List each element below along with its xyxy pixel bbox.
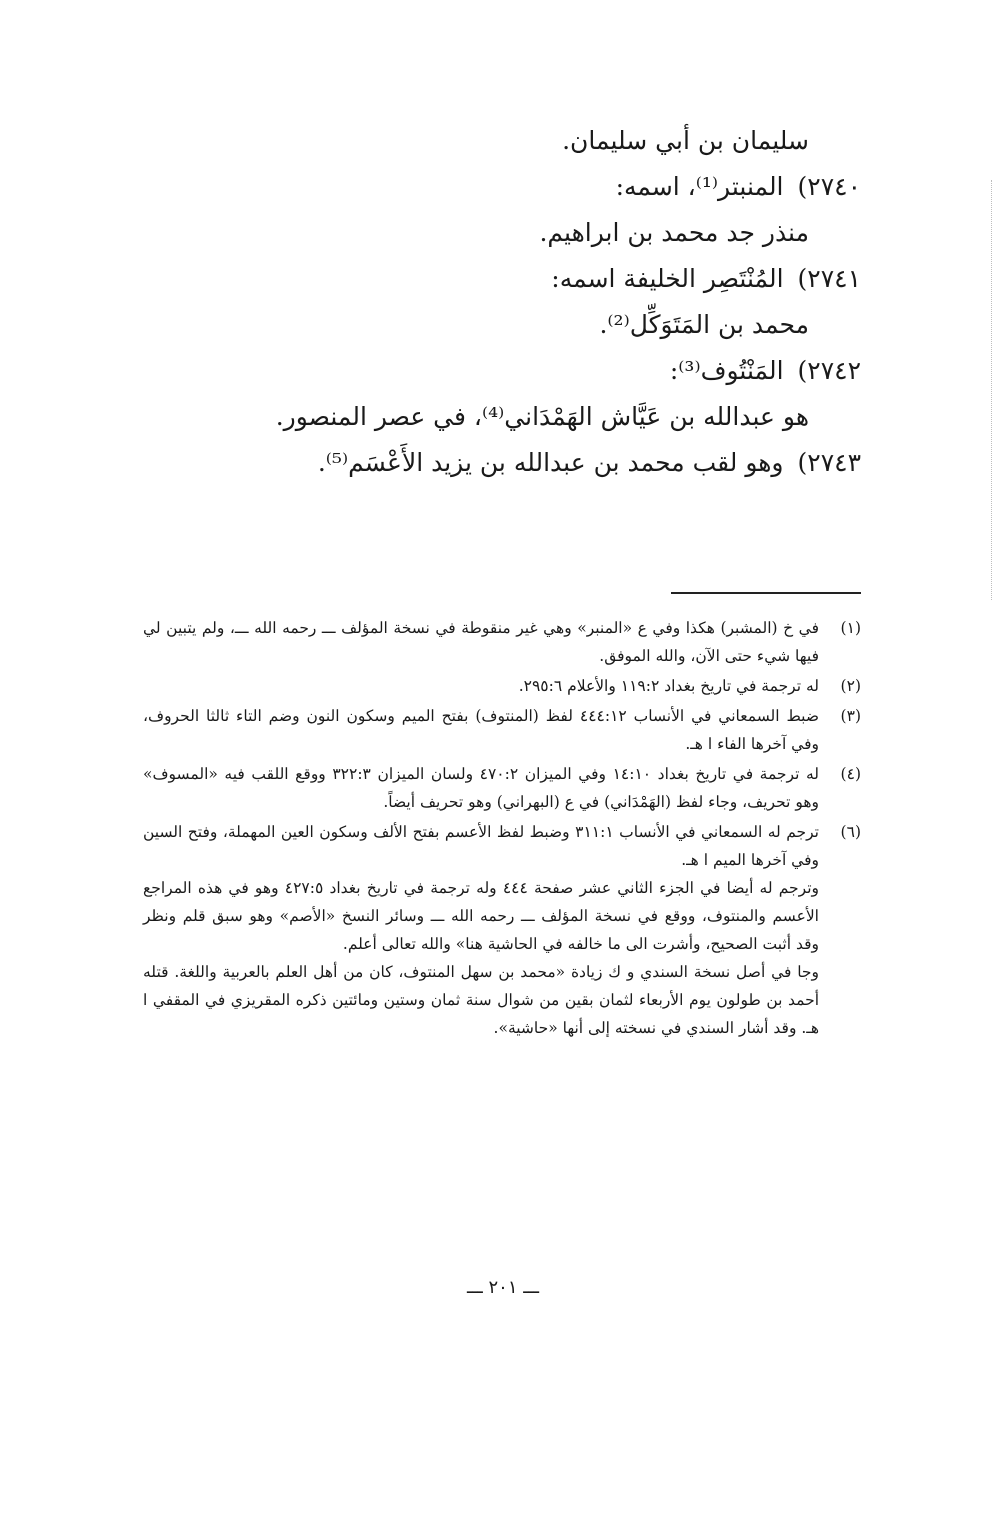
footnote <box>143 672 861 700</box>
footnote-body <box>143 818 819 1042</box>
entry-line <box>301 256 861 302</box>
footnote-paragraph: في خ (المشبر) هكذا وفي ع «المنبر» وهي غير منقوطة في نسخة المؤلف ـــ رحمه الله ـــ، ولم يتبين لي فيها شيء حتى الآن، والله الموفق. <box>143 619 819 665</box>
footnote-body <box>143 614 819 670</box>
footnote-marker: (١) <box>840 619 861 637</box>
entry-text: محمد بن المَتَوَكِّل⁽²⁾. <box>599 310 809 339</box>
footnote-paragraph: وترجم له أيضا في الجزء الثاني عشر صفحة ٤٤٤ وله ترجمة في تاريخ بغداد ٤٢٧:٥ وهو في هذه المراجع الأعسم والمنتوف، ووقع في نسخة المؤلف ـــ رحمه الله ـــ وسائر النسخ «الأصم» وهو سبق قلم ونظر وقد أثبت الصحيح، وأشرت الى ما خالفه في الحاشية هنا» والله تعالى أعلم. <box>143 879 819 953</box>
footnote-body <box>143 702 819 758</box>
footnote-marker: (٢) <box>840 677 861 695</box>
entry-line <box>301 440 861 486</box>
entry-text: هو عبدالله بن عَيَّاش الهَمْدَاني⁽⁴⁾، في عصر المنصور. <box>275 402 809 431</box>
entry-line <box>301 302 861 348</box>
footnote <box>143 818 861 1042</box>
footnotes-block <box>143 614 861 1044</box>
entry-text: المَنْتُوف⁽³⁾: <box>669 356 784 385</box>
footnote <box>143 614 861 670</box>
footnote-paragraph: وجا في أصل نسخة السندي و ك زيادة «محمد بن سهل المنتوف، كان من أهل العلم بالعربية واللغة. قتله أحمد بن طولون يوم الأربعاء لثمان بقين من شوال سنة ثمان وستين ومائتين ذكره المقريزي في المقفي ا هـ. وقد أشار السندي في نسخته إلى أنها «حاشية». <box>143 963 819 1037</box>
entry-text: المنبتر⁽¹⁾، اسمه: <box>615 172 784 201</box>
footnote-marker: (٣) <box>840 707 861 725</box>
footnote-paragraph: ضبط السمعاني في الأنساب ٤٤٤:١٢ لفظ (المنتوف) بفتح الميم وسكون النون وضم التاء ثالثا الحروف، وفي آخرها الفاء ا هـ. <box>143 707 819 753</box>
footnote-body <box>143 760 819 816</box>
entry-number: ٢٧٤٠) <box>797 172 861 201</box>
scan-edge-mark <box>990 180 992 600</box>
entry-line <box>301 118 861 164</box>
entry-text: منذر جد محمد بن ابراهيم. <box>539 218 809 247</box>
entry-line <box>275 394 861 440</box>
entry-line <box>301 164 861 210</box>
entry-text: وهو لقب محمد بن عبدالله بن يزيد الأَعْسَم⁽⁵⁾. <box>317 448 784 477</box>
page-number: ـــ ٢٠١ ـــ <box>466 1277 540 1298</box>
footnote-paragraph: له ترجمة في تاريخ بغداد ١١٩:٢ والأعلام ٢٩٥:٦. <box>518 677 819 695</box>
footnote-marker: (٦) <box>840 823 861 841</box>
entry-number: ٢٧٤٣) <box>797 448 861 477</box>
footnote-paragraph: ترجم له السمعاني في الأنساب ٣١١:١ وضبط لفظ الأعسم بفتح الألف وسكون العين المهملة، وفتح السين وفي آخرها الميم ا هـ. <box>143 823 819 869</box>
footnote <box>143 760 861 816</box>
footnote <box>143 702 861 758</box>
entry-number: ٢٧٤٢) <box>797 356 861 385</box>
footnote-paragraph: له ترجمة في تاريخ بغداد ١٤:١٠ وفي الميزان ٤٧٠:٢ ولسان الميزان ٣٢٢:٣ ووقع اللقب فيه «المسوف» وهو تحريف، وجاء لفظ (الهَمْدَاني) في ع (البهراني) وهو تحريف أيضاً. <box>143 765 819 811</box>
entry-text: المُنْتَصِر الخليفة اسمه: <box>551 264 784 293</box>
entry-number: ٢٧٤١) <box>797 264 861 293</box>
footnote-body <box>143 672 819 700</box>
entry-line <box>301 348 861 394</box>
footnote-separator <box>671 592 861 594</box>
entry-text: سليمان بن أبي سليمان. <box>562 126 809 155</box>
entry-line <box>301 210 861 256</box>
footnote-marker: (٤) <box>840 765 861 783</box>
main-text-block <box>275 118 861 486</box>
